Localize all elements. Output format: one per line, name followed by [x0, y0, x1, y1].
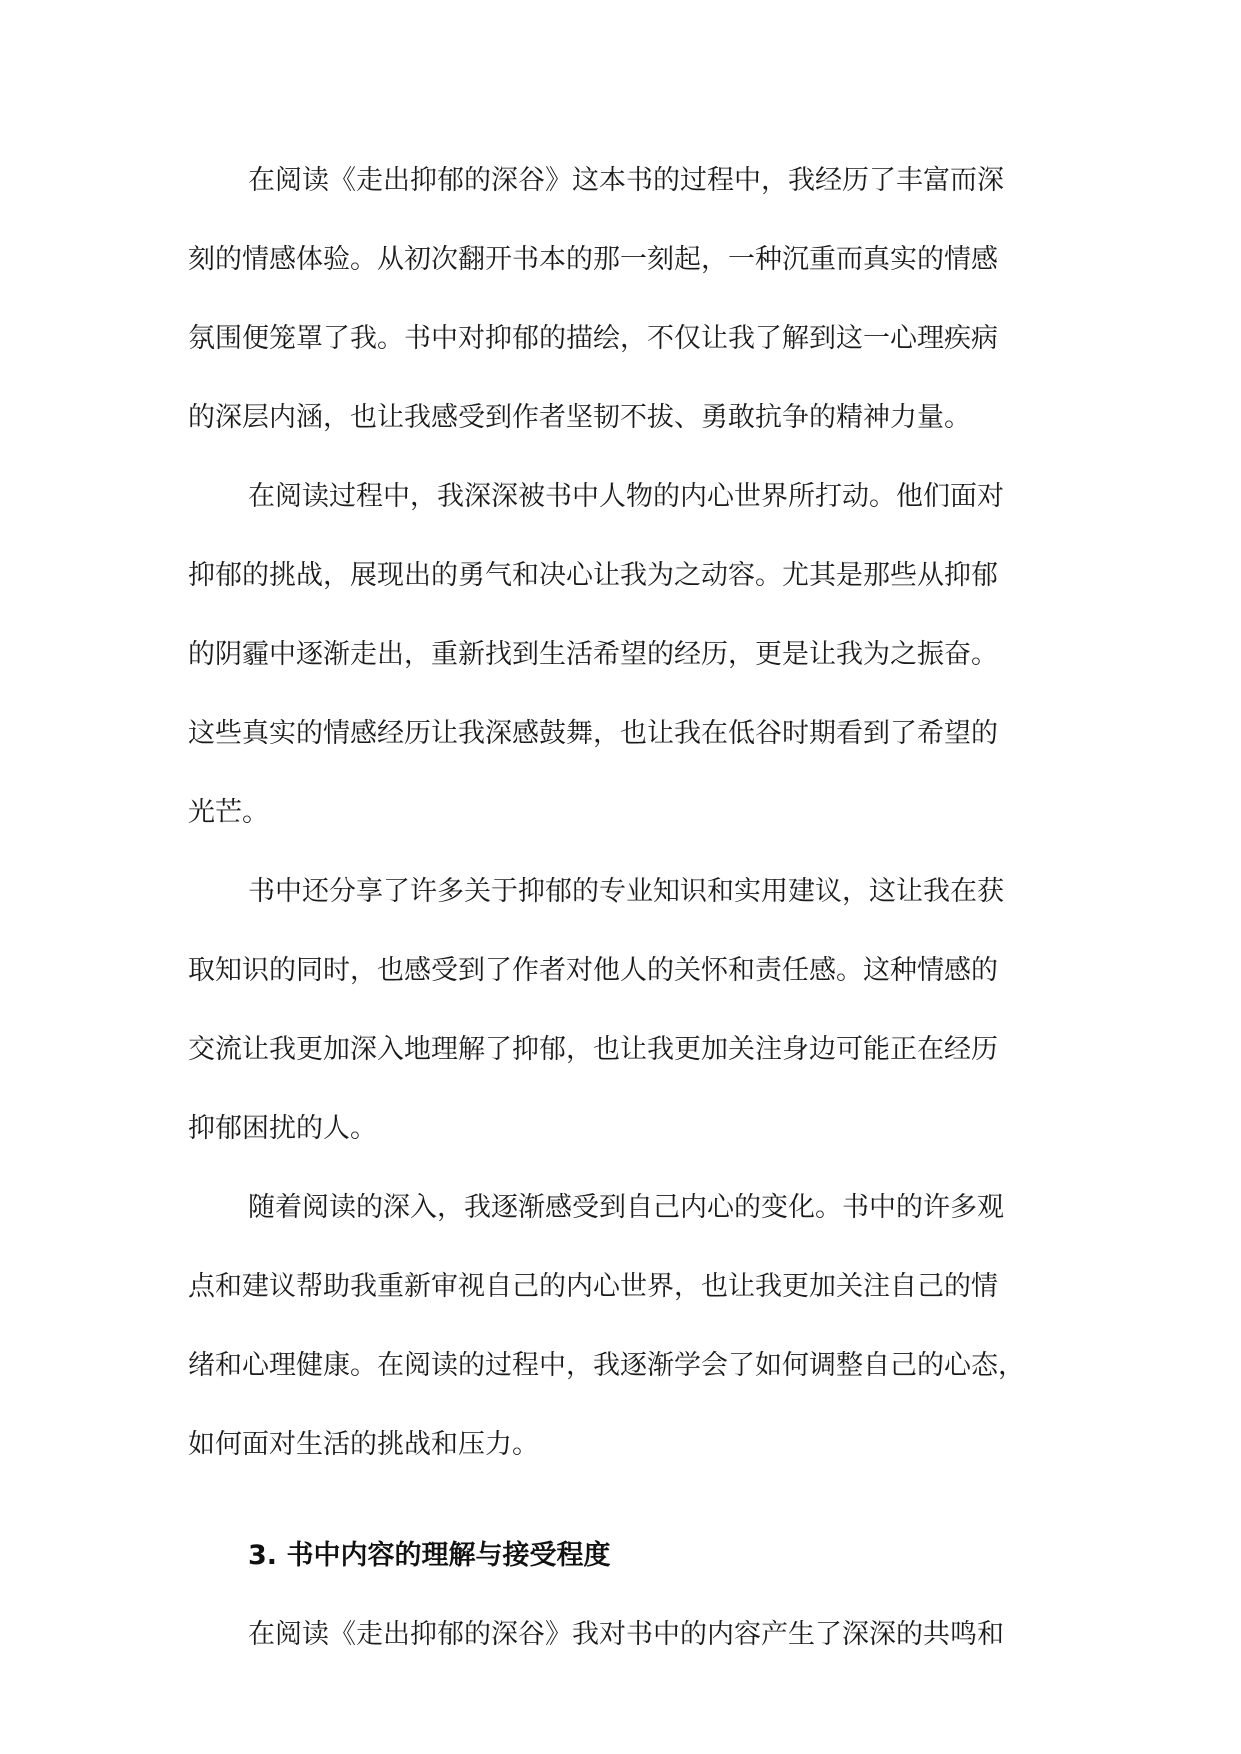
text-line: 的深层内涵，也让我感受到作者坚韧不拔、勇敢抗争的精神力量。 [188, 402, 971, 433]
text-line: 交流让我更加深入地理解了抑郁，也让我更加关注身边可能正在经历 [188, 1034, 998, 1065]
section-paragraph [188, 1595, 1054, 1674]
text-line: 随着阅读的深入，我逐渐感受到自己内心的变化。书中的许多观 [248, 1192, 1004, 1223]
text-line: 抑郁困扰的人。 [188, 1113, 377, 1144]
paragraph-3 [188, 852, 1054, 1168]
text-line: 抑郁的挑战，展现出的勇气和决心让我为之动容。尤其是那些从抑郁 [188, 560, 998, 591]
text-line: 这些真实的情感经历让我深感鼓舞，也让我在低谷时期看到了希望的 [188, 718, 998, 749]
text-line: 光芒。 [188, 797, 269, 828]
text-line: 书中还分享了许多关于抑郁的专业知识和实用建议，这让我在获 [248, 876, 1004, 907]
text-line: 刻的情感体验。从初次翻开书本的那一刻起，一种沉重而真实的情感 [188, 244, 998, 275]
paragraph-1 [188, 141, 1054, 457]
text-line: 绪和心理健康。在阅读的过程中，我逐渐学会了如何调整自己的心态， [188, 1350, 1025, 1381]
text-line: 在阅读《走出抑郁的深谷》这本书的过程中，我经历了丰富而深 [248, 165, 1004, 196]
document-body [188, 141, 1054, 1674]
text-line: 点和建议帮助我重新审视自己的内心世界，也让我更加关注自己的情 [188, 1271, 998, 1302]
text-line: 在阅读《走出抑郁的深谷》我对书中的内容产生了深深的共鸣和 [248, 1619, 1004, 1650]
text-line: 氛围便笼罩了我。书中对抑郁的描绘，不仅让我了解到这一心理疾病 [188, 323, 998, 354]
text-line: 在阅读过程中，我深深被书中人物的内心世界所打动。他们面对 [248, 481, 1004, 512]
text-line: 的阴霾中逐渐走出，重新找到生活希望的经历，更是让我为之振奋。 [188, 639, 998, 670]
text-line: 如何面对生活的挑战和压力。 [188, 1429, 539, 1460]
paragraph-2 [188, 457, 1054, 852]
paragraph-4 [188, 1168, 1054, 1484]
text-line: 取知识的同时，也感受到了作者对他人的关怀和责任感。这种情感的 [188, 955, 998, 986]
section-heading: 3. 书中内容的理解与接受程度 [248, 1540, 611, 1571]
